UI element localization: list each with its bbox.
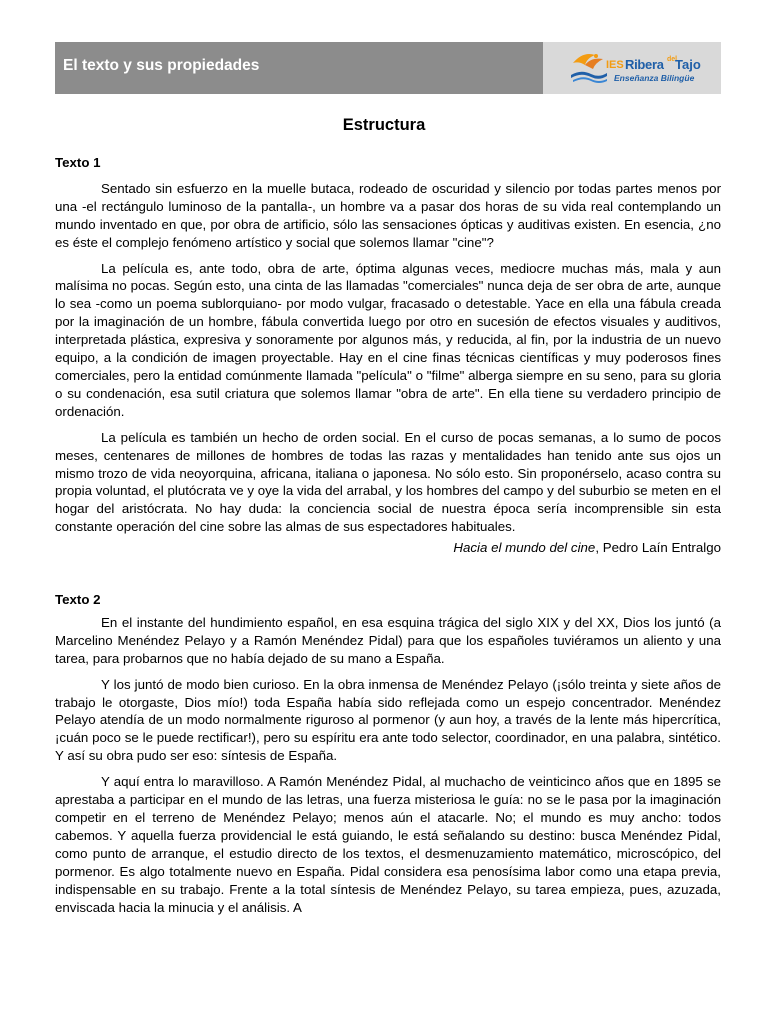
- texto2-paragraph-2: Y los juntó de modo bien curioso. En la obra inmensa de Menéndez Pelayo (¡sólo treinta y siete años de trabajo le otorgaste, Dios mío!) toda España había sido reflejada como un espejo concentrador. Menéndez Pelayo atendía de un modo normalmente riguroso al pormenor (y aun hoy, a través de la lente más hipercrítica, ¡cuán poco se le puede rectificar!), pero su espíritu era ante todo selector, coordinador, en una palabra, sintético. Y así su obra pudo ser eso: síntesis de España.: [55, 676, 721, 764]
- texto1-label: Texto 1: [55, 155, 101, 170]
- page-header: [55, 42, 721, 94]
- citation-author: , Pedro Laín Entralgo: [595, 540, 721, 556]
- header-title: El texto y sus propiedades: [63, 57, 260, 74]
- texto2-label: Texto 2: [55, 592, 101, 607]
- texto1-paragraph-1: Sentado sin esfuerzo en la muelle butaca, rodeado de oscuridad y silencio por todas partes menos por una -el rectángulo luminoso de la pantalla-, un hombre va a pasar dos horas de su vida real contemplando un mundo inventado en que, por obra de artificio, sólo las sensaciones ópticas y auditivas existen. En esencia, ¿no es éste el complejo fenómeno artístico y social que solemos llamar "cine"?: [55, 180, 721, 250]
- header-title-box: [55, 42, 543, 94]
- citation-title: Hacia el mundo del cine: [453, 540, 596, 556]
- texto1-paragraph-3: La película es también un hecho de orden social. En el curso de pocas semanas, a lo sumo de pocos meses, centenares de millones de hombres de todas las razas y mentalidades han tenido ante sus ojos un mismo trozo de vida neoyorquina, africana, italiana o japonesa. No sólo esto. Sin proponérselo, acaso contra su propia voluntad, el plutócrata ve y oye la vida del arrabal, y los hombres del campo y del suburbio se meten en el hogar del aristócrata. No hay duda: la conciencia social de nuestra época sería incomprensible sin esta constante operación del cine sobre las almas de sus espectadores habituales.: [55, 429, 721, 535]
- bird-logo-icon: [569, 49, 609, 87]
- logo-subtitle: Enseñanza Bilingüe: [614, 73, 695, 83]
- logo-ies-text: IES: [606, 59, 624, 71]
- texto1-paragraph-2: La película es, ante todo, obra de arte, óptima algunas veces, mediocre muchas más, mala y aun malísima no pocas. Según esto, una cinta de las llamadas "comerciales" nunca deja de ser obra de arte, aunque lo sea -como un poema sublorquiano- por modo vulgar, fracasado o detestable. Yace en ella una fábula creada por la imaginación de un hombre, fábula convertida luego por otro en sucesión de efectos visuales y auditivos, interpretada plástica, expresiva y sonoramente por algunos más, y reducida, al fin, por la industria de un nuevo equipo, a la condición de imagen proyectable. Hay en el cine finas técnicas científicas y muy poderosos fines comerciales, pero la entidad comúnmente llamada "película" o "filme" alberga siempre en su seno, para su gloria o su condenación, esa sutil criatura que solemos llamar "obra de arte". En ella tiene su verdadero principio de ordenación.: [55, 260, 721, 419]
- logo-del-text: del: [667, 56, 678, 63]
- texto2-paragraph-1: En el instante del hundimiento español, en esa esquina trágica del siglo XIX y del XX, Dios los juntó (a Marcelino Menéndez Pelayo y a Ramón Menéndez Pidal) para que los españoles tuviéramos un aliento y una tarea, para probarnos que no había dejado de su mano a España.: [55, 614, 721, 666]
- logo-ribera-text: Ribera: [625, 57, 664, 72]
- texto2-section: [55, 591, 721, 916]
- logo-tajo-text: Tajo: [675, 57, 701, 72]
- texto1-section: [55, 154, 721, 557]
- school-logo: [543, 42, 721, 94]
- texto2-paragraph-3: Y aquí entra lo maravilloso. A Ramón Menéndez Pidal, al muchacho de veinticinco años que en 1895 se aprestaba a participar en el mundo de las letras, una fuerza misteriosa le guía: no se le pasa por la imaginación competir en el terreno de Menéndez Pelayo; menos aún el atacarle. No; el mundo es muy ancho: todos cabemos. Y aquella fuerza providencial le está guiando, le está señalando su destino: busca Menéndez Pidal, como punto de arranque, el estudio directo de los textos, el desmenuzamiento matemático, microscópico, del pormenor. Es algo totalmente nuevo en España. Pidal considera esa penosísima labor como una etapa previa, indispensable en su trabajo. Frente a la total síntesis de Menéndez Pelayo, su tarea empieza, pues, azuzada, enviscada hacia la minucia y el análisis. A: [55, 774, 721, 915]
- texto1-citation: [55, 539, 721, 557]
- section-title: Estructura: [342, 116, 426, 134]
